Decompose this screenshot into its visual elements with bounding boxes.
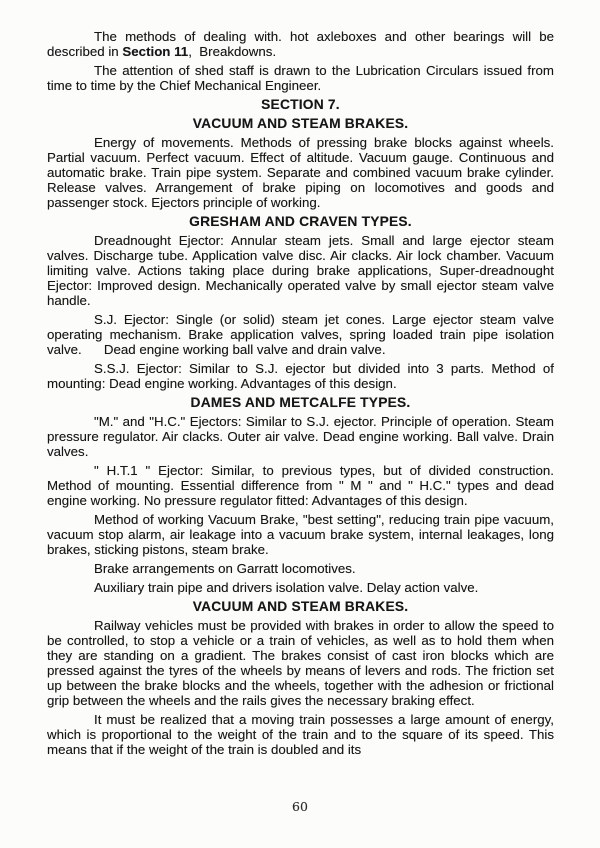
paragraph-ssj-ejector: S.S.J. Ejector: Similar to S.J. ejector but divided into 3 parts. Method of mounting: Dead engine working. Advantages of this design.	[47, 361, 554, 391]
text-run: , Breakdowns.	[188, 44, 277, 59]
paragraph-railway-vehicles: Railway vehicles must be provided with brakes in order to allow the speed to be controlled, to stop a vehicle or a train of vehicles, as well as to hold them when they are standing on a gradient. The brakes consist of cast iron blocks which are pressed against the tyres of the wheels by means of levers and rods. The friction set up between the brake blocks and the wheels, together with the adhesion or frictional grip between the wheels and the rails gives the necessary braking effect.	[47, 618, 554, 708]
paragraph-synopsis: Energy of movements. Methods of pressing brake blocks against wheels. Partial vacuum. Perfect vacuum. Effect of altitude. Vacuum gauge. Continuous and automatic brake. Train pipe system. Separate and combined vacuum brake cylinder. Release valves. Arrangement of brake piping on locomotives and goods and passenger stock. Ejectors principle of working.	[47, 135, 554, 210]
paragraph-axleboxes	[47, 29, 554, 59]
vacuum-steam-brakes-heading-2: VACUUM AND STEAM BRAKES.	[192, 599, 409, 614]
paragraph-vacuum-brake-working: Method of working Vacuum Brake, "best setting", reducing train pipe vacuum, vacuum stop alarm, air leakage into a vacuum brake system, internal leakages, long brakes, sticking pistons, steam brake.	[47, 512, 554, 557]
vacuum-steam-brakes-title: VACUUM AND STEAM BRAKES.	[192, 116, 409, 131]
dames-metcalfe-heading: DAMES AND METCALFE TYPES.	[190, 395, 411, 410]
paragraph-garratt-locomotives: Brake arrangements on Garratt locomotives.	[94, 561, 356, 576]
paragraph-auxiliary-train-pipe: Auxiliary train pipe and drivers isolation valve. Delay action valve.	[94, 580, 479, 595]
page-number: 60	[292, 799, 308, 814]
section-11-reference: Section 11	[122, 44, 189, 59]
paragraph-dreadnought-ejector: Dreadnought Ejector: Annular steam jets. Small and large ejector steam valves. Discharge tube. Application valve disc. Air clacks. Air lock chamber. Vacuum limiting valve. Actions taking place during brake applications, Super-dreadnought Ejector: Improved design. Mechanically operated valve by small ejector steam valve handle.	[47, 233, 554, 308]
paragraph-sj-ejector: S.J. Ejector: Single (or solid) steam jet cones. Large ejector steam valve operating mechanism. Brake application valves, spring loaded train pipe isolation valve. Dead engine working ball valve and drain valve.	[47, 312, 554, 357]
paragraph-moving-train-energy: It must be realized that a moving train possesses a large amount of energy, which is proportional to the weight of the train and to the square of its speed. This means that if the weight of the train is doubled and its	[47, 712, 554, 757]
paragraph-lubrication-circulars: The attention of shed staff is drawn to the Lubrication Circulars issued from time to time by the Chief Mechanical Engineer.	[47, 63, 554, 93]
paragraph-m-hc-ejectors: "M." and "H.C." Ejectors: Similar to S.J. ejector. Principle of operation. Steam pressure regulator. Air clacks. Outer air valve. Dead engine working. Ball valve. Drain valves.	[47, 414, 554, 459]
text-run: The methods of dealing with. hot axleboxes and other bearings will be described in	[47, 29, 554, 59]
paragraph-ht1-ejector: " H.T.1 " Ejector: Similar, to previous types, but of divided construction. Method of mounting. Essential difference from " M " and " H.C." types and dead engine working. No pressure regulator fitted: Advantages of this design.	[47, 463, 554, 508]
gresham-craven-heading: GRESHAM AND CRAVEN TYPES.	[189, 214, 412, 229]
section-7-heading: SECTION 7.	[261, 97, 340, 112]
